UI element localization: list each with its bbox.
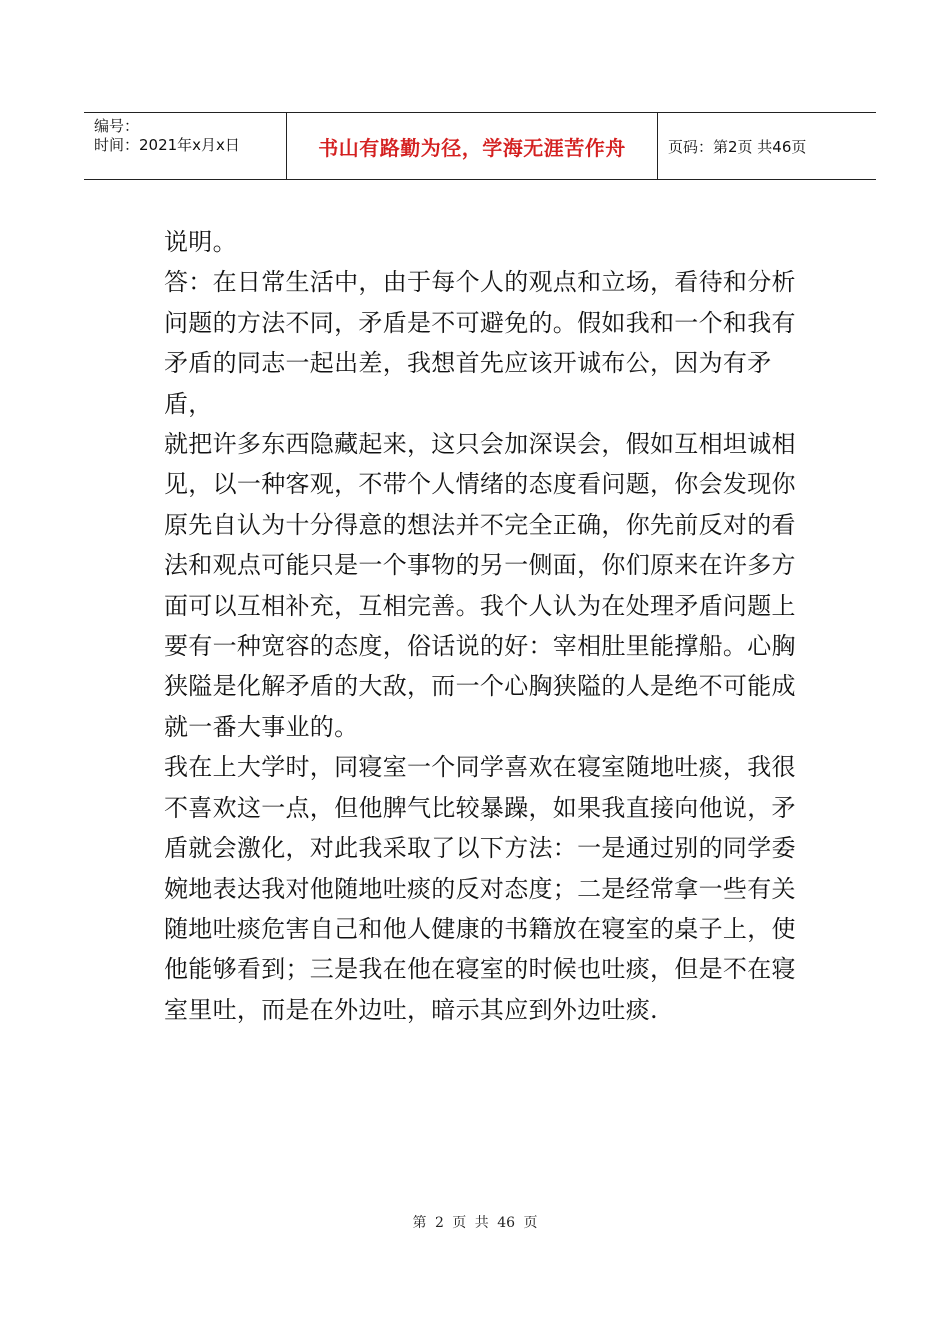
page-header-table [84, 112, 876, 180]
document-code-label: 编号： [94, 117, 140, 135]
header-page-info: 页码：第2页 共46页 [668, 137, 807, 156]
paragraph-intro: 说明。 [164, 228, 237, 256]
body-text [164, 222, 804, 1030]
header-page-cell [658, 113, 876, 179]
header-meta-cell [84, 113, 286, 179]
document-time-label: 时间：2021年x月x日 [94, 136, 240, 154]
header-motto: 书山有路勤为径，学海无涯苦作舟 [318, 135, 626, 160]
page-footer: 第 2 页 共 46 页 [412, 1215, 538, 1231]
paragraph-answer: 答：在日常生活中，由于每个人的观点和立场，看待和分析 问题的方法不同，矛盾是不可避免的。假如我和一个和我有 矛盾的同志一起出差，我想首先应该开诚布公，因为有矛盾， 就把许多东西隐藏起来，这只会加深误会，假如互相坦诚相 见，以一种客观，不带个人情绪的态度看问题，你会发现你 原先自认为十分得意的想法并不完全正确，你先前反对的看 法和观点可能只是一个事物的另一侧面，你们原来在许多方 面可以互相补充，互相完善。我个人认为在处理矛盾问题上 要有一种宽容的态度，俗话说的好：宰相肚里能撑船。心胸 狭隘是化解矛盾的大敌，而一个心胸狭隘的人是绝不可能成 就一番大事业的。 [164, 268, 796, 741]
header-motto-cell [286, 113, 658, 179]
paragraph-example: 我在上大学时，同寝室一个同学喜欢在寝室随地吐痰，我很 不喜欢这一点，但他脾气比较暴躁，如果我直接向他说，矛 盾就会激化，对此我采取了以下方法：一是通过别的同学委 婉地表达我对他随地吐痰的反对态度；二是经常拿一些有关 随地吐痰危害自己和他人健康的书籍放在寝室的桌子上，使 他能够看到；三是我在他在寝室的时候也吐痰，但是不在寝 室里吐，而是在外边吐，暗示其应到外边吐痰. [164, 753, 796, 1024]
